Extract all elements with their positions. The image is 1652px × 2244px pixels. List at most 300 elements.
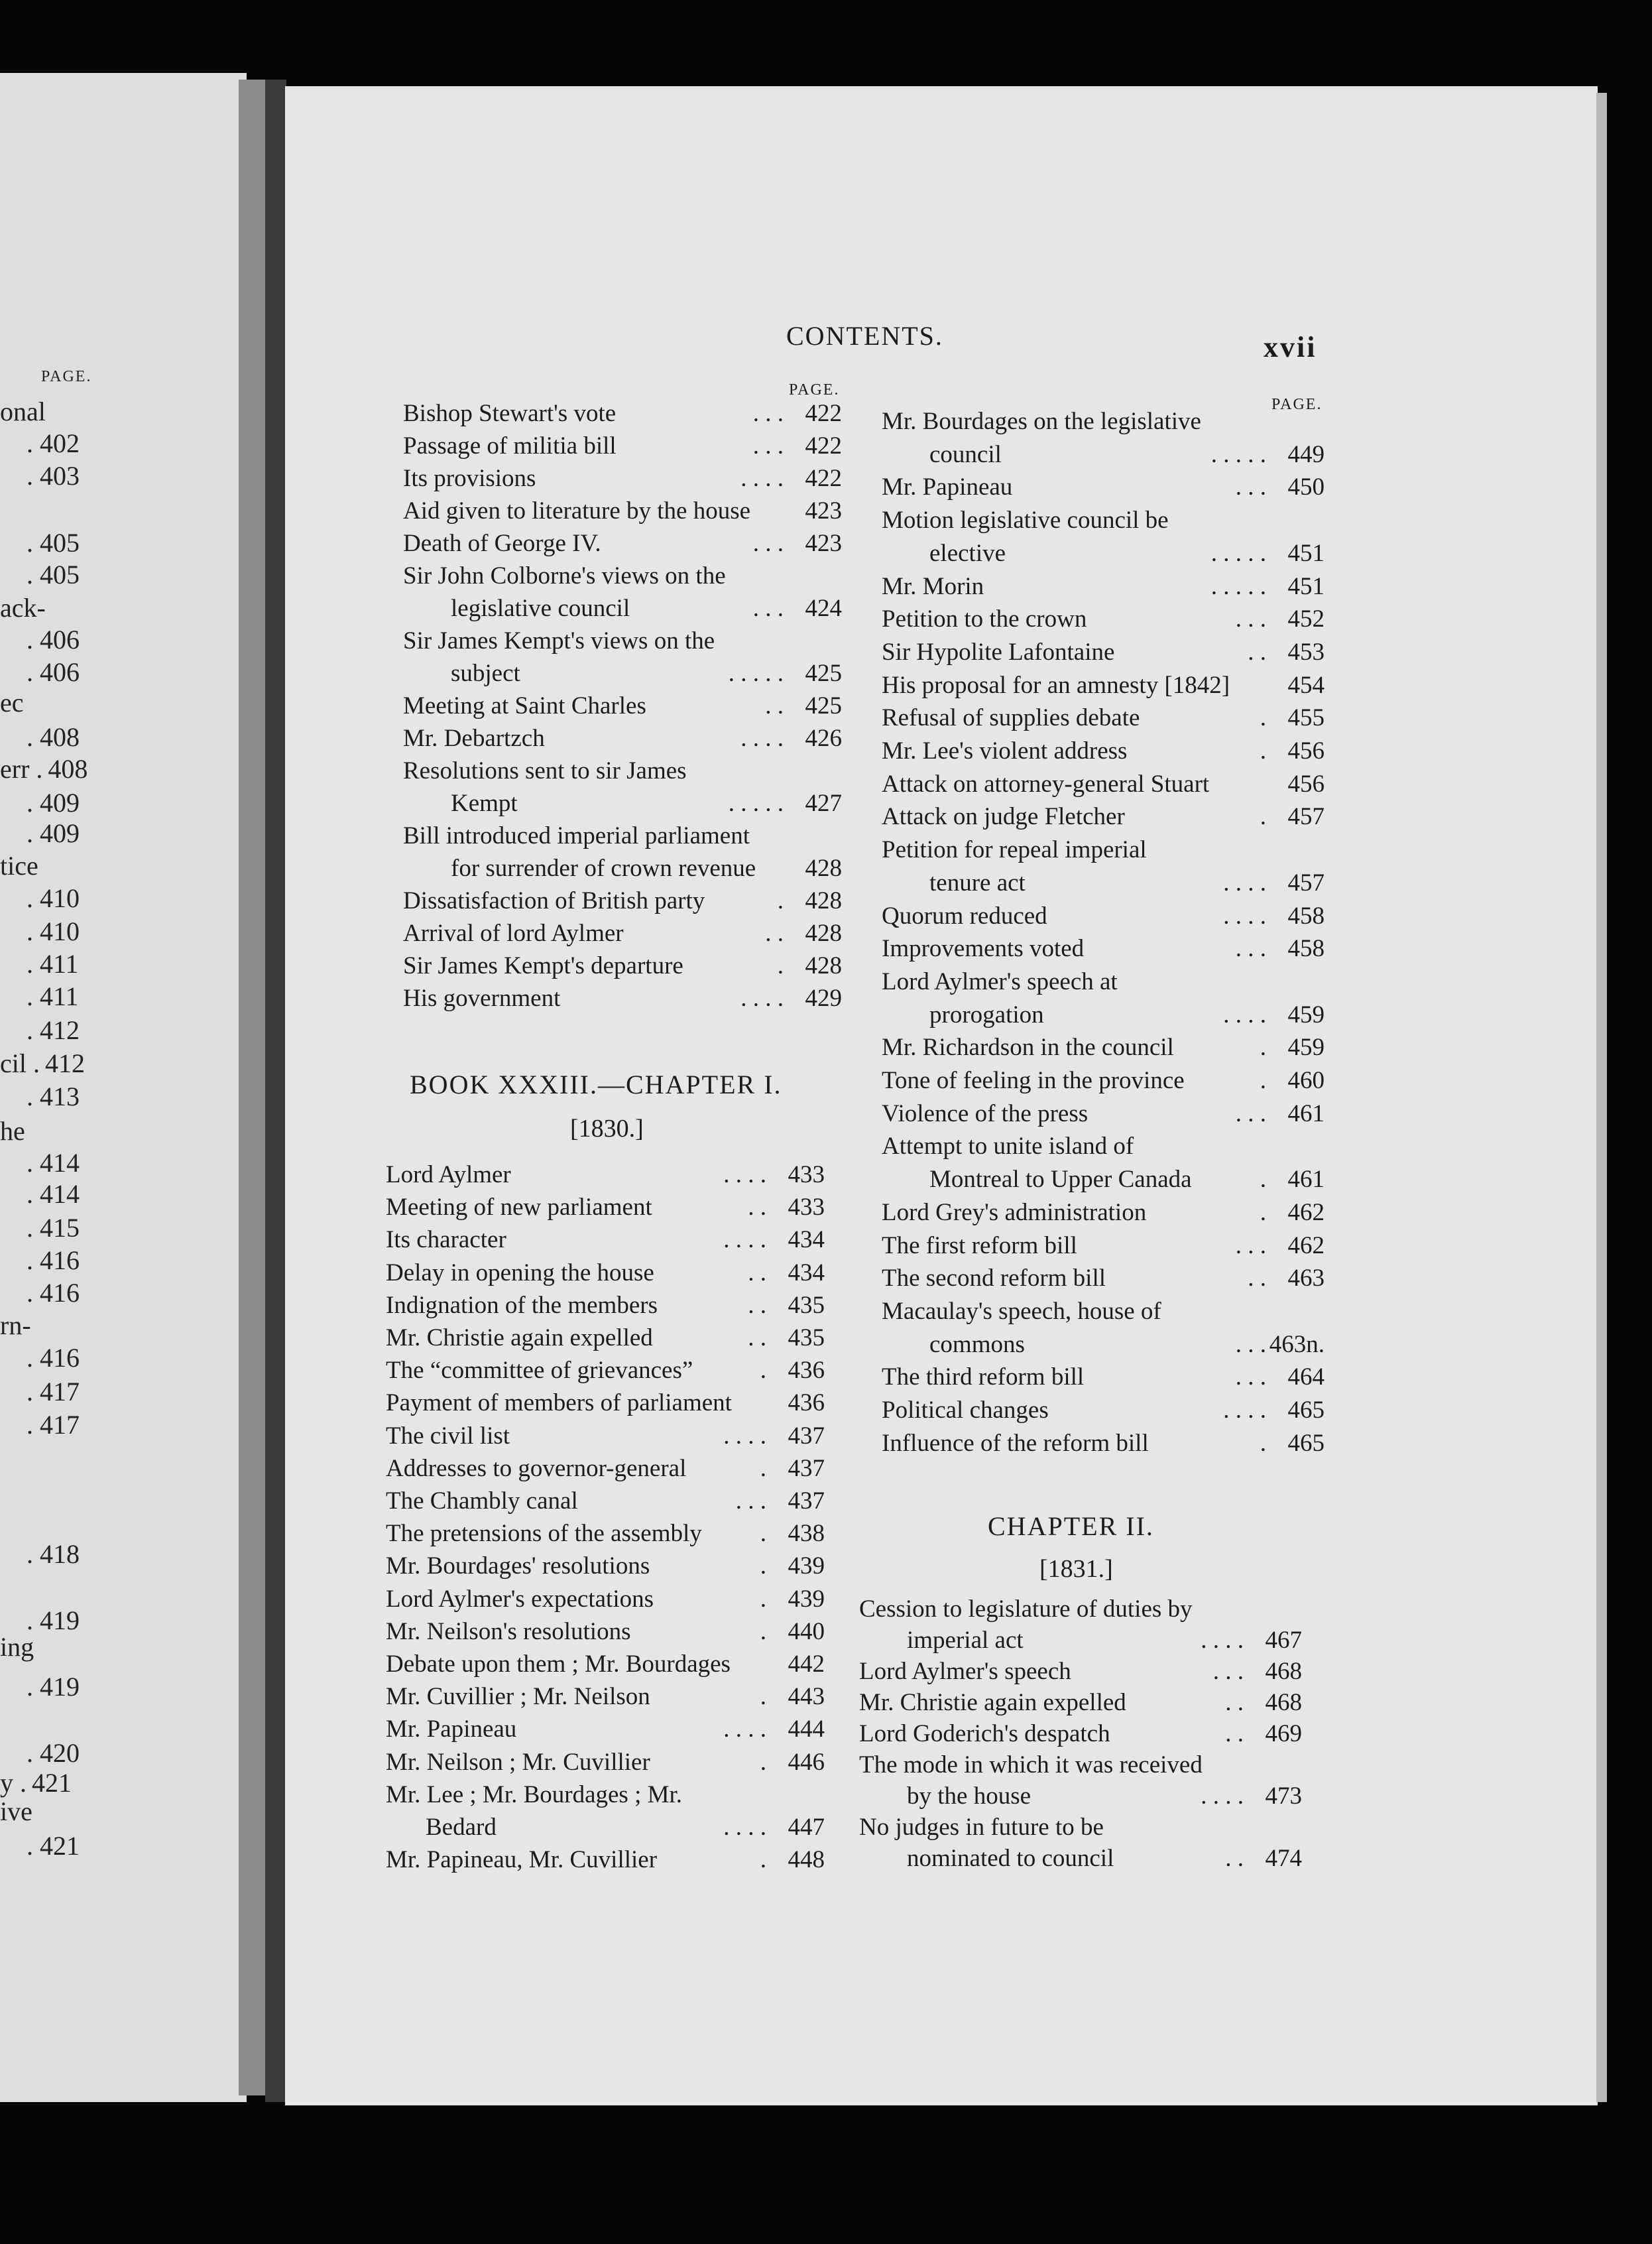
toc-entry-title: Quorum reduced xyxy=(882,902,1047,930)
toc-entry xyxy=(882,704,1325,734)
toc-entry-title: Addresses to governor-general xyxy=(386,1454,687,1482)
toc-entry xyxy=(386,1324,825,1354)
toc-entry xyxy=(403,464,842,495)
left-page-line xyxy=(0,1115,25,1147)
toc-entry xyxy=(882,572,1325,603)
toc-entry-title: tenure act xyxy=(929,869,1026,897)
toc-page-number: 457 xyxy=(1287,869,1325,897)
toc-page-number: 439 xyxy=(788,1552,825,1580)
left-column-page-label: PAGE. xyxy=(789,381,840,399)
left-page-fragment-number: . 408 xyxy=(27,722,80,752)
toc-entry-title: Mr. Papineau xyxy=(882,473,1013,501)
toc-page-number: 448 xyxy=(788,1846,825,1874)
toc-entry xyxy=(929,1330,1325,1361)
left-page-line xyxy=(0,787,80,818)
toc-entry-title: Attack on attorney-general Stuart xyxy=(882,770,1210,798)
page-edge xyxy=(1596,93,1607,2102)
toc-entry xyxy=(882,473,1325,503)
toc-entry xyxy=(882,671,1325,702)
toc-entry-title: Meeting at Saint Charles xyxy=(403,692,646,719)
toc-entry xyxy=(882,770,1325,800)
toc-leader-dots: . . . . xyxy=(1201,1627,1244,1654)
left-page-fragment-number: . 416 xyxy=(27,1343,80,1373)
toc-page-number: 437 xyxy=(788,1422,825,1450)
toc-entry-title: Death of George IV. xyxy=(403,530,601,557)
toc-leader-dots: . . . xyxy=(1235,473,1266,501)
toc-leader-dots: . . . . xyxy=(1223,1001,1266,1028)
left-page-line xyxy=(0,428,80,459)
toc-entry-title: Montreal to Upper Canada xyxy=(929,1166,1192,1194)
left-page-fragment-number: . 411 xyxy=(27,981,79,1011)
left-page-fragment-number: . 413 xyxy=(27,1082,80,1111)
toc-page-number: 426 xyxy=(805,725,842,752)
toc-page-number: 465 xyxy=(1287,1397,1325,1424)
toc-entry xyxy=(386,1259,825,1289)
toc-leader-dots: . xyxy=(760,1585,766,1613)
toc-page-number: 456 xyxy=(1287,737,1325,765)
toc-page-number: 425 xyxy=(805,692,842,719)
toc-entry xyxy=(386,1193,825,1223)
toc-page-number: 463 xyxy=(1287,1265,1325,1292)
left-page-fragment-number: . 406 xyxy=(27,657,80,687)
toc-leader-dots: . xyxy=(1260,1034,1266,1062)
toc-entry-title: Its character xyxy=(386,1226,506,1254)
toc-page-number: 474 xyxy=(1265,1845,1302,1872)
toc-leader-dots: . . . xyxy=(1235,1330,1266,1358)
toc-entry xyxy=(929,440,1325,471)
toc-entry-title: Mr. Papineau xyxy=(386,1715,517,1743)
left-page-line xyxy=(0,624,80,655)
toc-entry-title: by the house xyxy=(907,1782,1032,1810)
left-page-label: PAGE. xyxy=(41,368,92,385)
toc-entry xyxy=(882,506,1325,536)
toc-page-number: 437 xyxy=(788,1454,825,1482)
toc-page-number: 433 xyxy=(788,1161,825,1188)
toc-entry xyxy=(882,1264,1325,1294)
toc-entry xyxy=(859,1657,1302,1688)
toc-entry-title: Refusal of supplies debate xyxy=(882,704,1140,732)
left-page-fragment-number: . 409 xyxy=(27,788,80,818)
toc-leader-dots: . . . xyxy=(752,530,784,557)
left-page-fragment-number: . 405 xyxy=(27,560,80,590)
toc-page-number: 457 xyxy=(1287,803,1325,831)
left-page-line xyxy=(0,656,80,688)
toc-page-number: 423 xyxy=(805,530,842,557)
toc-entry-title: The “committee of grievances” xyxy=(386,1357,693,1385)
left-page-line xyxy=(0,981,79,1012)
toc-entry-title: Aid given to literature by the house xyxy=(403,497,751,525)
toc-entry-title: Dissatisfaction of British party xyxy=(403,887,705,914)
left-page-fragment-text: ing xyxy=(0,1632,34,1662)
toc-entry-title: Debate upon them ; Mr. Bourdages xyxy=(386,1651,731,1678)
toc-entry-title: council xyxy=(929,440,1002,468)
toc-entry xyxy=(403,497,842,527)
toc-entry xyxy=(882,1231,1325,1262)
toc-page-number: 444 xyxy=(788,1715,825,1743)
toc-entry xyxy=(882,1033,1325,1064)
toc-page-number: 468 xyxy=(1265,1658,1302,1685)
toc-entry-title: Attack on judge Fletcher xyxy=(882,803,1125,831)
toc-entry-title: Payment of members of parliament xyxy=(386,1389,732,1417)
toc-leader-dots: . . . . . xyxy=(728,790,784,817)
left-page-fragment-text: ive xyxy=(0,1796,32,1826)
toc-entry xyxy=(882,1396,1325,1426)
toc-entry-title: Mr. Richardson in the council xyxy=(882,1034,1174,1062)
toc-page-number: 425 xyxy=(805,660,842,687)
left-page-fragment-number: . 414 xyxy=(27,1179,80,1209)
toc-entry-title: imperial act xyxy=(907,1627,1024,1654)
toc-entry xyxy=(386,1422,825,1452)
toc-entry xyxy=(859,1751,1302,1781)
left-page-fragment-text: onal xyxy=(0,397,46,426)
toc-leader-dots: . . . . xyxy=(1223,1397,1266,1424)
toc-page-number: 446 xyxy=(788,1748,825,1776)
toc-entry-title: Bishop Stewart's vote xyxy=(403,400,617,427)
toc-entry-title: The mode in which it was received xyxy=(859,1751,1203,1778)
toc-leader-dots: . xyxy=(760,1748,766,1776)
toc-page-number: 438 xyxy=(788,1520,825,1548)
left-page-fragment-text: ec xyxy=(0,688,24,717)
toc-entry xyxy=(907,1844,1302,1875)
toc-page-number: 464 xyxy=(1287,1363,1325,1391)
book-year: [1830.] xyxy=(570,1115,644,1143)
toc-entry xyxy=(907,1782,1302,1812)
toc-entry xyxy=(386,1682,825,1713)
toc-entry-title: Improvements voted xyxy=(882,935,1085,963)
left-page-line xyxy=(0,1147,80,1178)
toc-entry-title: Petition for repeal imperial xyxy=(882,836,1147,864)
toc-entry-title: Indignation of the members xyxy=(386,1291,658,1319)
toc-entry xyxy=(403,627,842,657)
toc-leader-dots: . . . . xyxy=(723,1422,766,1450)
left-page-fragment-text: cil . xyxy=(0,1048,40,1078)
toc-entry-title: Attempt to unite island of xyxy=(882,1133,1134,1160)
toc-entry-title: Its provisions xyxy=(403,465,536,492)
left-page-line xyxy=(0,1830,80,1861)
page-folio: xvii xyxy=(1264,331,1317,363)
toc-page-number: 439 xyxy=(788,1585,825,1613)
toc-entry xyxy=(882,407,1325,438)
left-page-line xyxy=(0,818,80,849)
toc-page-number: 468 xyxy=(1265,1689,1302,1716)
left-page-line xyxy=(0,559,80,590)
toc-page-number: 462 xyxy=(1287,1198,1325,1226)
toc-entry xyxy=(859,1688,1302,1719)
toc-entry-title: Petition to the crown xyxy=(882,605,1087,633)
toc-page-number: 422 xyxy=(805,465,842,492)
left-page-fragment-text: err . xyxy=(0,754,43,784)
toc-entry-title: Tone of feeling in the province xyxy=(882,1067,1185,1094)
toc-entry-title: subject xyxy=(451,660,520,687)
toc-entry xyxy=(859,1719,1302,1750)
toc-entry-title: Macaulay's speech, house of xyxy=(882,1297,1161,1325)
toc-entry-title: for surrender of crown revenue xyxy=(451,855,756,882)
toc-leader-dots: . . xyxy=(765,692,784,719)
toc-entry xyxy=(882,1066,1325,1097)
toc-leader-dots: . . . . xyxy=(723,1814,766,1841)
toc-leader-dots: . xyxy=(760,1520,766,1548)
toc-entry xyxy=(882,802,1325,833)
toc-entry xyxy=(386,1389,825,1419)
toc-page-number: 461 xyxy=(1287,1099,1325,1127)
toc-entry-title: Sir James Kempt's departure xyxy=(403,952,683,979)
toc-leader-dots: . xyxy=(777,952,784,979)
toc-page-number: 459 xyxy=(1287,1001,1325,1028)
toc-leader-dots: . . . . . xyxy=(728,660,784,687)
toc-entry-title: legislative council xyxy=(451,595,630,622)
toc-entry xyxy=(929,869,1325,899)
toc-leader-dots: . . . xyxy=(1235,1363,1266,1391)
toc-entry xyxy=(882,1099,1325,1130)
toc-leader-dots: . xyxy=(1260,803,1266,831)
toc-entry xyxy=(426,1813,825,1843)
toc-leader-dots: . xyxy=(760,1846,766,1874)
toc-entry xyxy=(386,1356,825,1387)
toc-leader-dots: . xyxy=(1260,1166,1266,1194)
toc-entry xyxy=(451,854,842,885)
toc-entry-title: Mr. Cuvillier ; Mr. Neilson xyxy=(386,1683,650,1711)
toc-entry-title: His proposal for an amnesty [1842] xyxy=(882,671,1230,699)
toc-entry xyxy=(386,1487,825,1517)
toc-entry xyxy=(386,1552,825,1582)
toc-entry-title: Mr. Morin xyxy=(882,572,984,600)
toc-page-number: 424 xyxy=(805,595,842,622)
toc-page-number: 434 xyxy=(788,1226,825,1254)
toc-entry-title: Bedard xyxy=(426,1814,497,1841)
left-page-fragment-number: . 405 xyxy=(27,528,80,558)
toc-leader-dots: . . . . xyxy=(1223,902,1266,930)
toc-entry xyxy=(451,594,842,625)
toc-entry xyxy=(386,1780,825,1811)
toc-leader-dots: . . . xyxy=(1235,935,1266,963)
left-page-fragment-number: 412 xyxy=(44,1048,85,1078)
book-gutter xyxy=(265,80,286,2102)
toc-leader-dots: . . xyxy=(1248,1265,1266,1292)
toc-page-number: 436 xyxy=(788,1357,825,1385)
toc-page-number: 433 xyxy=(788,1194,825,1221)
toc-leader-dots: . . xyxy=(748,1259,766,1286)
toc-entry-title: Influence of the reform bill xyxy=(882,1429,1149,1457)
toc-entry-title: His government xyxy=(403,985,561,1012)
toc-leader-dots: . . . . . xyxy=(1210,440,1266,468)
toc-leader-dots: . . . xyxy=(752,432,784,460)
toc-page-number: 465 xyxy=(1287,1429,1325,1457)
toc-page-number: 462 xyxy=(1287,1231,1325,1259)
toc-leader-dots: . xyxy=(760,1357,766,1385)
left-page-fragment-number: . 419 xyxy=(27,1672,80,1702)
toc-entry xyxy=(882,1198,1325,1229)
toc-entry xyxy=(451,789,842,820)
toc-page-number: 458 xyxy=(1287,902,1325,930)
toc-leader-dots: . . xyxy=(1225,1689,1244,1716)
left-page-fragment-number: . 410 xyxy=(27,883,80,913)
toc-entry xyxy=(386,1291,825,1322)
left-page-fragment-number: . 411 xyxy=(27,949,79,979)
left-page-fragment-number: . 421 xyxy=(27,1831,80,1861)
toc-entry-title: Sir Hypolite Lafontaine xyxy=(882,638,1115,666)
toc-leader-dots: . . . xyxy=(752,400,784,427)
toc-page-number: 451 xyxy=(1287,539,1325,567)
toc-page-number: 440 xyxy=(788,1617,825,1645)
book-heading: BOOK XXXIII.—CHAPTER I. xyxy=(410,1070,782,1099)
left-page-line xyxy=(0,1671,80,1702)
left-page-fragment-number: . 417 xyxy=(27,1410,80,1440)
toc-leader-dots: . . . xyxy=(1235,1099,1266,1127)
left-page-line xyxy=(0,687,24,718)
toc-leader-dots: . xyxy=(777,887,784,914)
toc-entry-title: Mr. Neilson's resolutions xyxy=(386,1617,631,1645)
toc-entry xyxy=(882,836,1325,866)
toc-leader-dots: . . . . xyxy=(740,465,784,492)
toc-entry xyxy=(403,822,842,852)
left-page-line xyxy=(0,1409,80,1440)
toc-leader-dots: . . . . xyxy=(740,985,784,1012)
toc-entry-title: Meeting of new parliament xyxy=(386,1194,652,1221)
toc-entry-title: Sir James Kempt's views on the xyxy=(403,627,715,654)
toc-entry xyxy=(386,1585,825,1615)
toc-page-number: 473 xyxy=(1265,1782,1302,1810)
left-page-fragment-text: tice xyxy=(0,851,38,881)
toc-leader-dots: . . . . xyxy=(723,1715,766,1743)
toc-entry xyxy=(882,902,1325,932)
toc-page-number: 428 xyxy=(805,920,842,947)
toc-entry xyxy=(386,1454,825,1485)
toc-page-number: 428 xyxy=(805,855,842,882)
toc-page-number: 459 xyxy=(1287,1034,1325,1062)
toc-entry xyxy=(386,1845,825,1876)
toc-entry-title: The Chambly canal xyxy=(386,1487,578,1515)
toc-entry xyxy=(882,1429,1325,1460)
toc-leader-dots: . xyxy=(1260,1067,1266,1094)
toc-entry-title: Sir John Colborne's views on the xyxy=(403,562,726,590)
left-page-fragment-number: . 414 xyxy=(27,1148,80,1178)
left-page-fragment-number: . 410 xyxy=(27,916,80,946)
toc-entry xyxy=(403,757,842,787)
toc-entry-title: The civil list xyxy=(386,1422,510,1450)
toc-leader-dots: . . . xyxy=(1235,1231,1266,1259)
left-page-fragment-number: . 419 xyxy=(27,1605,80,1635)
toc-entry-title: Mr. Bourdages on the legislative xyxy=(882,408,1201,435)
toc-entry xyxy=(859,1813,1302,1843)
left-page-fragment-number: . 412 xyxy=(27,1015,80,1045)
toc-leader-dots: . . . . xyxy=(723,1161,766,1188)
toc-entry xyxy=(882,967,1325,998)
toc-entry-title: Motion legislative council be xyxy=(882,507,1169,534)
toc-page-number: 449 xyxy=(1287,440,1325,468)
left-page-line xyxy=(0,1310,31,1341)
toc-entry-title: Kempt xyxy=(451,790,518,817)
toc-leader-dots: . xyxy=(760,1617,766,1645)
left-page-line xyxy=(0,396,46,427)
toc-leader-dots: . . xyxy=(748,1291,766,1319)
toc-leader-dots: . . . . xyxy=(1223,869,1266,897)
toc-leader-dots: . . xyxy=(1248,638,1266,666)
left-page-line xyxy=(0,1737,80,1769)
toc-entry-title: Resolutions sent to sir James xyxy=(403,757,687,784)
chapter-year: [1831.] xyxy=(1039,1555,1113,1583)
left-page-line xyxy=(0,1631,34,1662)
toc-entry xyxy=(403,919,842,950)
toc-leader-dots: . . . . xyxy=(740,725,784,752)
toc-entry-title: No judges in future to be xyxy=(859,1814,1104,1841)
right-column-page-label: PAGE. xyxy=(1271,396,1323,413)
toc-entry-title: Bill introduced imperial parliament xyxy=(403,822,750,849)
toc-page-number: 436 xyxy=(788,1389,825,1417)
toc-leader-dots: . . xyxy=(1225,1720,1244,1747)
toc-leader-dots: . . . xyxy=(1212,1658,1244,1685)
left-page-line xyxy=(0,1796,32,1827)
toc-page-number: 451 xyxy=(1287,572,1325,600)
toc-entry xyxy=(882,737,1325,767)
toc-leader-dots: . . . . xyxy=(723,1226,766,1254)
toc-entry-title: Mr. Christie again expelled xyxy=(386,1324,653,1351)
left-page-line xyxy=(0,883,80,914)
left-page-line xyxy=(0,1342,80,1373)
toc-entry-title: Mr. Lee ; Mr. Bourdages ; Mr. xyxy=(386,1780,683,1808)
left-page-line xyxy=(0,1245,80,1276)
left-page-fragment-number: . 418 xyxy=(27,1539,80,1569)
toc-entry-title: Mr. Papineau, Mr. Cuvillier xyxy=(386,1846,658,1874)
left-page-fragment-number: . 416 xyxy=(27,1278,80,1308)
chapter-heading: CHAPTER II. xyxy=(988,1511,1154,1541)
toc-page-number: 443 xyxy=(788,1683,825,1711)
toc-leader-dots: . xyxy=(760,1552,766,1580)
toc-page-number: 422 xyxy=(805,400,842,427)
toc-page-number: 422 xyxy=(805,432,842,460)
left-page-fragment-text: ack- xyxy=(0,593,46,623)
left-page-line xyxy=(0,1048,85,1079)
left-page-line xyxy=(0,527,80,558)
toc-page-number: 435 xyxy=(788,1291,825,1319)
toc-leader-dots: . . . xyxy=(752,595,784,622)
toc-entry xyxy=(403,887,842,917)
toc-page-number: 429 xyxy=(805,985,842,1012)
toc-entry xyxy=(403,529,842,560)
toc-entry xyxy=(882,605,1325,635)
toc-entry xyxy=(929,1001,1325,1031)
toc-leader-dots: . . . xyxy=(735,1487,766,1515)
toc-leader-dots: . . . xyxy=(1235,605,1266,633)
toc-entry-title: Violence of the press xyxy=(882,1099,1089,1127)
toc-entry-title: The second reform bill xyxy=(882,1265,1106,1292)
toc-page-number: 450 xyxy=(1287,473,1325,501)
toc-entry-title: Lord Aylmer's speech at xyxy=(882,967,1118,995)
toc-page-number: 447 xyxy=(788,1814,825,1841)
toc-entry-title: Lord Goderich's despatch xyxy=(859,1720,1110,1747)
toc-entry-title: nominated to council xyxy=(907,1845,1114,1872)
toc-entry-title: Arrival of lord Aylmer xyxy=(403,920,624,947)
toc-leader-dots: . . . . . xyxy=(1210,539,1266,567)
left-page-line xyxy=(0,753,88,784)
toc-entry xyxy=(386,1650,825,1680)
toc-entry-title: The first reform bill xyxy=(882,1231,1077,1259)
toc-page-number: 453 xyxy=(1287,638,1325,666)
left-page-fragment-number: . 402 xyxy=(27,428,80,458)
toc-entry-title: Passage of militia bill xyxy=(403,432,617,460)
left-page-line xyxy=(0,1767,72,1798)
toc-entry xyxy=(882,1132,1325,1162)
left-page-fragment-text: y . xyxy=(0,1768,27,1798)
left-page-line xyxy=(0,1212,80,1243)
toc-entry-title: Lord Aylmer's speech xyxy=(859,1658,1071,1685)
toc-entry-title: Political changes xyxy=(882,1397,1049,1424)
toc-page-number: 469 xyxy=(1265,1720,1302,1747)
left-page-line xyxy=(0,1015,80,1046)
toc-page-number: 455 xyxy=(1287,704,1325,732)
toc-entry xyxy=(386,1617,825,1648)
left-page-line xyxy=(0,721,80,753)
left-page-fragment-number: . 420 xyxy=(27,1738,80,1768)
